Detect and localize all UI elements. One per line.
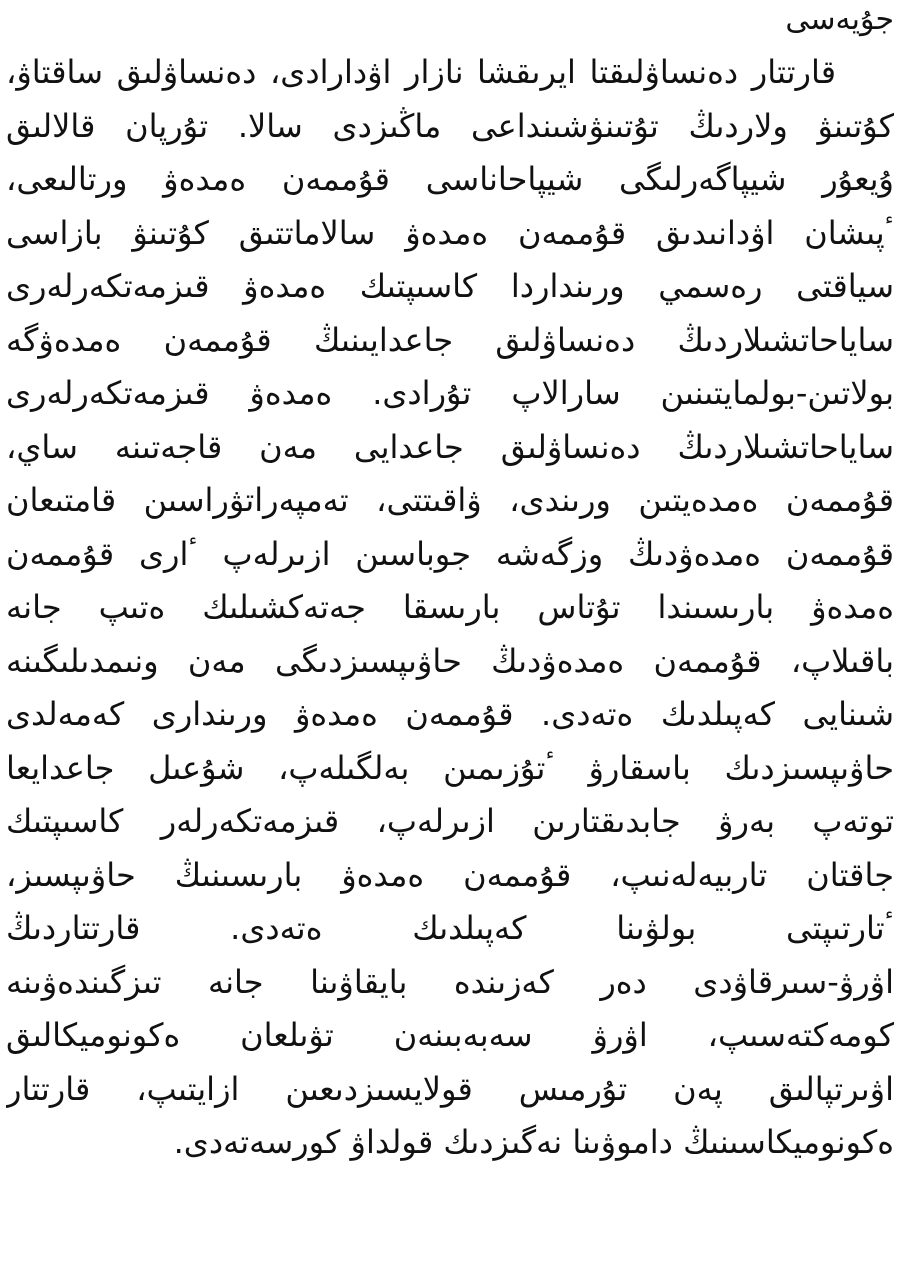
paragraph-line: قۇممەن ەمدەۋدىڭ وزگەشە جوباسىن ازىرلەپ ٴارى قۇممەن bbox=[6, 534, 894, 573]
paragraph-line: قارتتار دەنساۋلىقتا ايرىقشا نازار اۋدارادى، دەنساۋلىق ساقتاۋ، bbox=[6, 53, 836, 91]
paragraph-line: توتەپ بەرۋ جابدىقتارىن ازىرلەپ، قىزمەتكەرلەر كاسىپتىك bbox=[6, 802, 894, 840]
paragraph-line: اۋرۋ-سىرقاۋدى دەر كەزىندە بايقاۋىنا جانە تىزگىندەۋىنە bbox=[6, 962, 894, 1001]
paragraph-line: اۋىرتپالىق پەن تۇرمىس قولايسىزدىعىن ازايتىپ، قارتتار bbox=[6, 1069, 894, 1108]
paragraph-line: ەكونوميكاسىنىڭ داموۋىنا نەگىزدىك قولداۋ كورسەتەدى. bbox=[173, 1123, 894, 1161]
paragraph-line: ساياحاتشىلاردىڭ دەنساۋلىق جاعدايىنىڭ قۇممەن ەمدەۋگە bbox=[6, 320, 894, 359]
paragraph-line: كۇتىنۋ ولاردىڭ تۇتىنۋشىنداعى ماڭىزدى سالا. تۇرپان قالالىق bbox=[6, 106, 894, 145]
paragraph-line: باقىلاپ، قۇممەن ەمدەۋدىڭ حاۋىپسىزدىگى مەن ونىمدىلىگىنە bbox=[6, 641, 894, 680]
paragraph-line: حاۋىپسىزدىك باسقارۋ ٴتۇزىمىن بەلگىلەپ، شۇعىل جاعدايعا bbox=[6, 748, 894, 787]
paragraph-line: ۇيعۇر شيپاگەرلىگى شيپاحاناسى قۇممەن ەمدەۋ ورتالىعى، bbox=[6, 160, 894, 198]
paragraph-line: بولاتىن-بولمايتىنىن سارالاپ تۇرادى. ەمدەۋ قىزمەتكەرلەرى bbox=[6, 374, 894, 412]
paragraph-line: كومەكتەسىپ، اۋرۋ سەبەبىنەن تۋىلعان ەكونوميكالىق bbox=[6, 1016, 894, 1054]
paragraph-line: جاقتان تاربيەلەنىپ، قۇممەن ەمدەۋ بارىسىنىڭ حاۋىپسىز، bbox=[6, 855, 894, 894]
paragraph-line: ٴپىشان اۋدانىدىق قۇممەن ەمدەۋ سالاماتتىق كۇتىنۋ بازاسى bbox=[6, 213, 894, 252]
paragraph-line: ٴتارتىپتى بولۋىنا كەپىلدىك ەتەدى. قارتتاردىڭ bbox=[6, 909, 894, 947]
document-heading: جۇيەسى bbox=[785, 2, 894, 37]
paragraph-line: ساياحاتشىلاردىڭ دەنساۋلىق جاعدايى مەن قاجەتىنە ساي، bbox=[6, 427, 894, 466]
paragraph-line: سياقتى رەسمي ورىنداردا كاسىپتىك ەمدەۋ قىزمەتكەرلەرى bbox=[6, 267, 894, 305]
paragraph-line: قۇممەن ەمدەيتىن ورىندى، ۋاقىتتى، تەمپەراتۋراسىن قامتىعان bbox=[6, 481, 894, 519]
paragraph-line: شىنايى كەپىلدىك ەتەدى. قۇممەن ەمدەۋ ورىندارى كەمەلدى bbox=[6, 695, 894, 733]
paragraph-line: ەمدەۋ بارىسىندا تۇتاس بارىسقا جەتەكشىلىك ەتىپ جانە bbox=[6, 588, 894, 626]
